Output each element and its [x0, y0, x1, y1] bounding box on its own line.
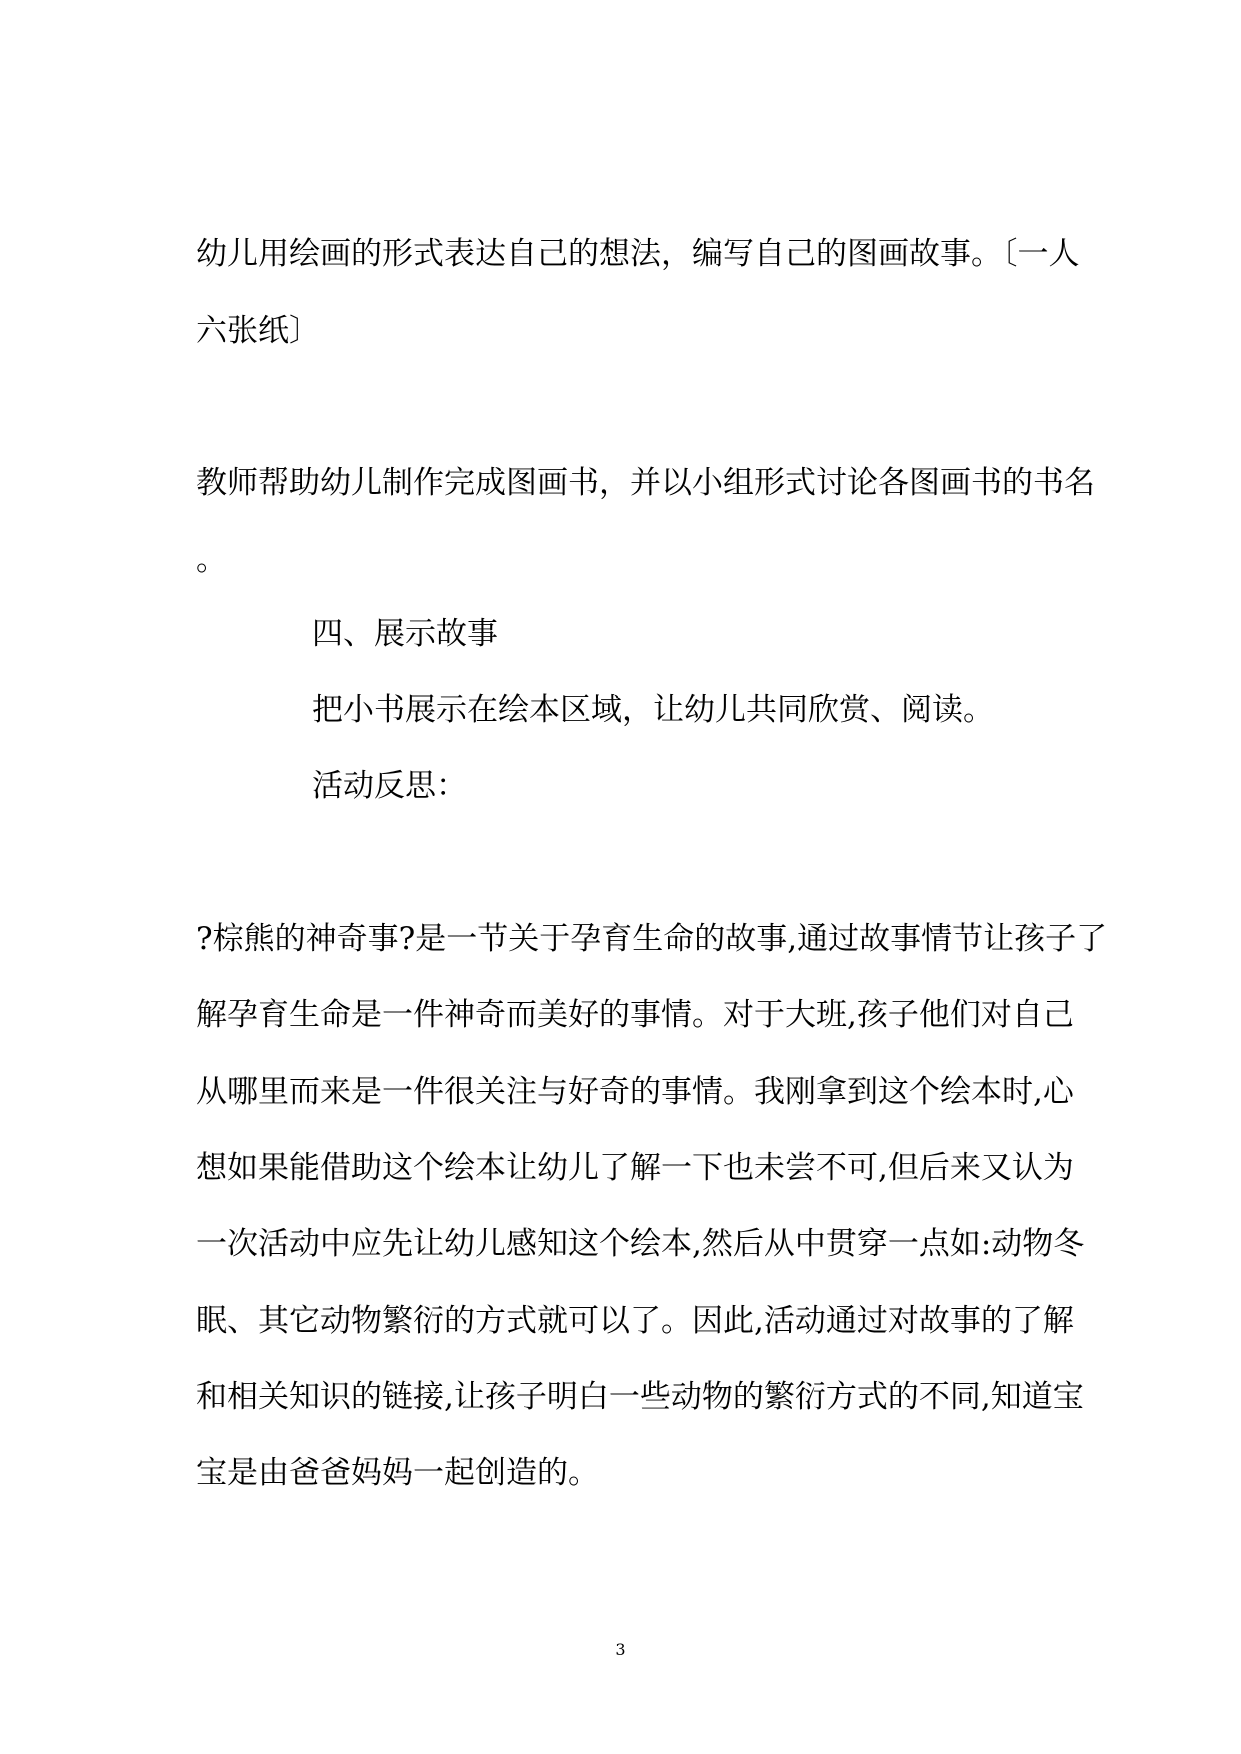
paragraph-line: 解孕育生命是一件神奇而美好的事情。对于大班,孩子他们对自己 — [196, 997, 1074, 1033]
section-heading: 四、展示故事 — [312, 616, 498, 652]
paragraph-line: ?棕熊的神奇事?是一节关于孕育生命的故事,通过故事情节让孩子了 — [196, 921, 1108, 957]
paragraph-line: 六张纸〕 — [196, 313, 320, 349]
paragraph-line: 和相关知识的链接,让孩子明白一些动物的繁衍方式的不同,知道宝 — [196, 1379, 1084, 1415]
paragraph-line: 想如果能借助这个绘本让幼儿了解一下也未尝不可,但后来又认为 — [196, 1150, 1074, 1186]
paragraph-line: 从哪里而来是一件很关注与好奇的事情。我刚拿到这个绘本时,心 — [196, 1074, 1074, 1110]
paragraph-line: 。 — [196, 542, 227, 578]
paragraph-line: 教师帮助幼儿制作完成图画书，并以小组形式讨论各图画书的书名 — [196, 465, 1095, 501]
paragraph-line: 眠、其它动物繁衍的方式就可以了。因此,活动通过对故事的了解 — [196, 1303, 1074, 1339]
page-number: 3 — [615, 1640, 626, 1659]
paragraph-line: 宝是由爸爸妈妈一起创造的。 — [196, 1455, 599, 1491]
section-heading: 活动反思： — [312, 768, 467, 804]
paragraph-line: 幼儿用绘画的形式表达自己的想法，编写自己的图画故事。〔一人 — [196, 236, 1080, 272]
paragraph-line: 把小书展示在绘本区域，让幼儿共同欣赏、阅读。 — [312, 692, 994, 728]
paragraph-line: 一次活动中应先让幼儿感知这个绘本,然后从中贯穿一点如:动物冬 — [196, 1226, 1085, 1262]
